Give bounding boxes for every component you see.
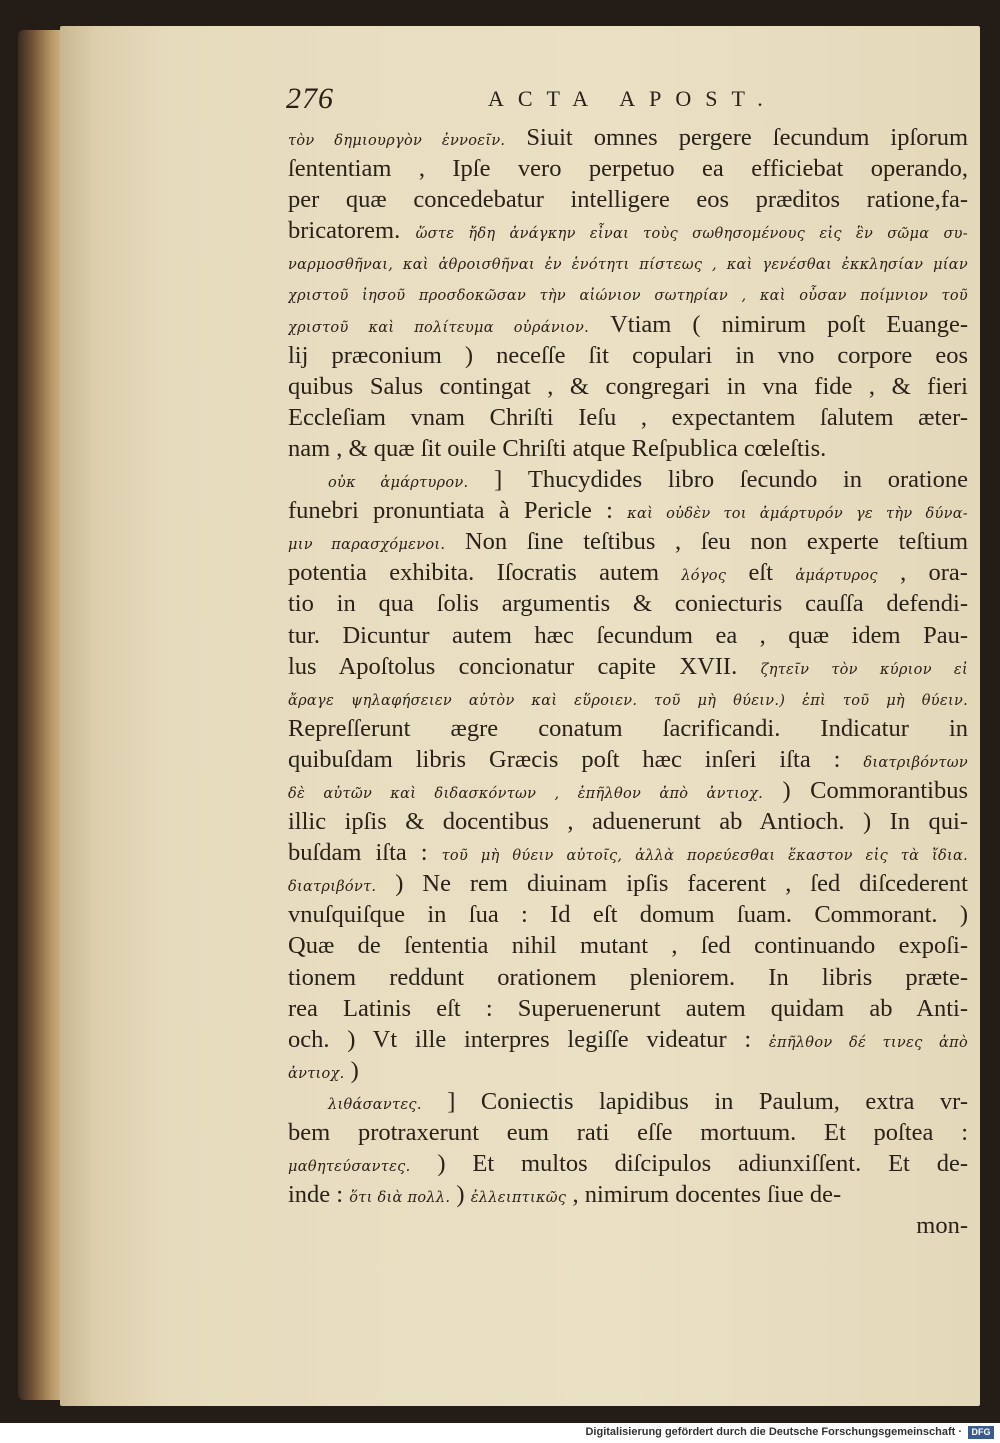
greek-text: διατριβόντ. [288, 879, 377, 896]
greek-text: δὲ αὐτῶν καὶ διδασκόντων , ἐπῆλθον ἀπὸ ἀντιοχ. [288, 785, 764, 802]
latin-text: lus Apoſtolus concionatur capite XVII. [288, 652, 761, 680]
greek-text: ἀμάρτυρος [795, 568, 878, 585]
greek-text: ὅτι διὰ πολλ. [349, 1190, 451, 1207]
page-header [288, 82, 968, 122]
latin-text: Non ſine teſtibus , ſeu non experte teſtium [445, 528, 968, 556]
text-line [288, 526, 968, 557]
text-line [288, 122, 968, 153]
text-line [288, 588, 968, 619]
greek-text: καὶ οὐδὲν τοι ἀμάρτυρόν γε τὴν δύνα- [627, 506, 968, 523]
latin-text: tur. Dicuntur autem hæc ſecundum ea , quæ idem Pau- [288, 621, 968, 649]
text-line [288, 464, 968, 495]
dfg-logo: DFG [968, 1426, 994, 1439]
latin-text: ) [450, 1181, 471, 1209]
text-line [288, 402, 968, 433]
running-head: ACTA APOST. [488, 86, 777, 111]
text-line [288, 930, 968, 961]
latin-text: ſententiam , Ipſe vero perpetuo ea efficiebat operando, [288, 155, 968, 183]
text-line [288, 775, 968, 806]
greek-text: ζητεῖν τὸν κύριον εἰ [760, 661, 968, 678]
latin-text: Quæ de ſententia nihil mutant , ſed continuando expoſi- [288, 932, 968, 960]
latin-text: bricatorem. [288, 217, 416, 245]
latin-text: , nimirum docentes ſiue de- [566, 1181, 842, 1209]
latin-text: tio in qua ſolis argumentis & coniecturis cauſſa defendi- [288, 590, 968, 618]
text-line [288, 215, 968, 246]
latin-text: ) Et multos diſcipulos adiunxiſſent. Et de- [410, 1150, 968, 1178]
greek-text: ἐλλειπτικῶς [470, 1190, 567, 1207]
latin-text: lij præconium ) neceſſe ſit copulari in vno corpore eos [288, 341, 968, 369]
text-line [288, 713, 968, 744]
latin-text: buſdam iſta : [288, 839, 442, 867]
text-line [288, 682, 968, 713]
greek-text: ἐπῆλθον δέ τινες ἀπὸ [768, 1034, 968, 1051]
text-line [288, 1086, 968, 1117]
text-line [288, 184, 968, 215]
greek-text: διατριβόντων [863, 754, 968, 771]
latin-text: mon- [916, 1212, 968, 1240]
text-line [288, 1179, 968, 1210]
text-line [288, 1117, 968, 1148]
greek-text: μαθητεύσαντες. [288, 1159, 411, 1176]
latin-text: inde : [288, 1181, 350, 1209]
footer-bar [0, 1423, 1000, 1443]
page-number: 276 [286, 82, 334, 115]
text-line [288, 1024, 968, 1055]
text-line [288, 899, 968, 930]
latin-text: ) Ne rem diuinam ipſis facerent , ſed diſcederent [376, 870, 968, 898]
latin-text: illic ipſis & docentibus , aduenerunt ab Antioch. ) In qui- [288, 808, 968, 836]
latin-text: Vtiam ( nimirum poſt Euange- [588, 310, 968, 338]
latin-text: quibuſdam libris Græcis poſt hæc inſeri iſta : [288, 745, 864, 773]
text-line [288, 1055, 968, 1086]
text-line [288, 1148, 968, 1179]
greek-text: χριστοῦ καὶ πολίτευμα οὐράνιον. [288, 319, 589, 336]
greek-text: οὐκ ἀμάρτυρον. [328, 475, 469, 492]
text-line [288, 806, 968, 837]
greek-text: ναρμοσθῆναι, καὶ ἀθροισθῆναι ἐν ἑνότητι πίστεως , καὶ γενέσθαι ἐκκλησίαν μίαν [288, 257, 968, 274]
greek-text: ὥστε ἤδη ἀνάγκην εἶναι τοὺς σωθησομένους εἰς ἓν σῶμα συ- [415, 226, 968, 243]
text-line [288, 868, 968, 899]
text-line [288, 153, 968, 184]
latin-text: nam , & quæ ſit ouile Chriſti atque Reſpublica cœleſtis. [288, 434, 827, 462]
text-line [288, 837, 968, 868]
latin-text: eſt [726, 559, 796, 587]
latin-text: potentia exhibita. Iſocratis autem [288, 559, 682, 587]
latin-text: vnuſquiſque in ſua : Id eſt domum ſuam. Commorant. ) [288, 901, 968, 929]
latin-text: bem protraxerunt eum rati eſſe mortuum. Et poſtea : [288, 1119, 968, 1146]
latin-text: funebri pronuntiata à Pericle : [288, 497, 628, 525]
greek-text: ἀντιοχ. [288, 1065, 345, 1082]
text-line [288, 744, 968, 775]
latin-text: Repreſſerunt ægre conatum ſacrificandi. Indicatur in [288, 714, 968, 742]
text-line [288, 371, 968, 402]
text-line [288, 651, 968, 682]
greek-text: τὸν δημιουργὸν ἐννοεῖν. [288, 133, 506, 149]
greek-text: λόγος [681, 568, 727, 585]
text-line [288, 309, 968, 340]
digitization-credit: Digitalisierung gefördert durch die Deutsche Forschungsgemeinschaft · [585, 1426, 962, 1438]
text-line [288, 433, 968, 464]
latin-text: , ora- [877, 559, 968, 587]
latin-text: ] Thucydides libro ſecundo in oratione [468, 466, 968, 494]
latin-text: per quæ concedebatur intelligere eos præditos ratione,fa- [288, 186, 968, 214]
greek-text: χριστοῦ ἰησοῦ προσδοκῶσαν τὴν αἰώνιον σωτηρίαν , καὶ οὖσαν ποίμνιον τοῦ [288, 288, 968, 305]
latin-text: ) [344, 1056, 359, 1084]
body-text [288, 122, 968, 1241]
latin-text: tionem reddunt orationem pleniorem. In libris præte- [288, 963, 968, 991]
text-line [288, 962, 968, 993]
text-line [288, 277, 968, 308]
book-spine-edge [18, 30, 66, 1400]
latin-text: quibus Salus contingat , & congregari in vna fide , & fieri [288, 372, 968, 400]
latin-text: och. ) Vt ille interpres legiſſe videatur : [288, 1025, 769, 1053]
latin-text: Siuit omnes pergere ſecundum ipſorum [505, 124, 968, 151]
text-line [288, 620, 968, 651]
text-line [288, 246, 968, 277]
latin-text: Eccleſiam vnam Chriſti Ieſu , expectantem ſalutem æter- [288, 403, 968, 431]
greek-text: μιν παρασχόμενοι. [288, 537, 446, 554]
greek-text: λιθάσαντες. [328, 1096, 422, 1113]
greek-text: ἄραγε ψηλαφήσειεν αὐτὸν καὶ εὕροιεν. τοῦ μὴ θύειν.) ἐπὶ τοῦ μὴ θύειν. [288, 692, 968, 709]
latin-text: ) Commorantibus [763, 776, 968, 804]
latin-text: ] Coniectis lapidibus in Paulum, extra vr- [421, 1087, 968, 1115]
text-line [288, 993, 968, 1024]
text-line [288, 495, 968, 526]
text-line [288, 557, 968, 588]
page-text-block [288, 82, 968, 1241]
latin-text: rea Latinis eſt : Superuenerunt autem quidam ab Anti- [288, 994, 968, 1022]
greek-text: τοῦ μὴ θύειν αὐτοῖς, ἀλλὰ πορεύεσθαι ἕκαστον εἰς τὰ ἴδια. [441, 848, 968, 865]
text-line [288, 1210, 968, 1241]
text-line [288, 340, 968, 371]
